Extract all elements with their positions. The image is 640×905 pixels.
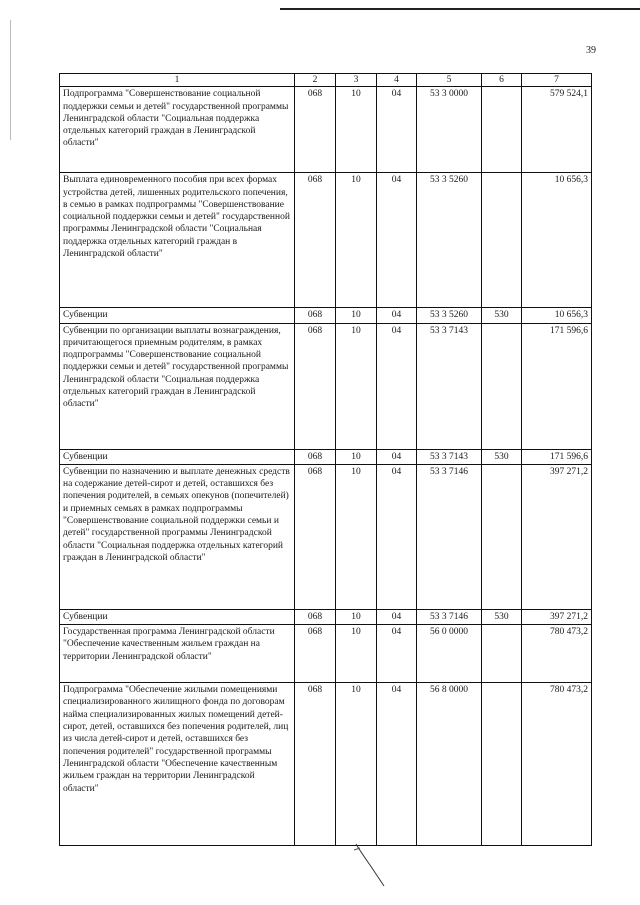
row-name: Подпрограмма "Совершенствование социальной поддержки семьи и детей" государственной программы Ленинградской области "Социальная поддержка отдельных категорий граждан в Ленинградской области" (60, 87, 295, 173)
header-row (60, 74, 592, 87)
row-amount: 397 271,2 (522, 609, 592, 624)
header-col-4: 4 (377, 74, 417, 87)
table-row (60, 173, 592, 308)
row-target-article: 56 0 0000 (417, 625, 482, 683)
row-amount: 780 473,2 (522, 625, 592, 683)
row-section-code: 10 (336, 625, 377, 683)
row-ministry-code: 068 (295, 87, 336, 173)
row-amount: 780 473,2 (522, 683, 592, 846)
row-subsection-code: 04 (377, 308, 417, 323)
table-row (60, 323, 592, 449)
row-name: Подпрограмма "Обеспечение жилыми помещениями специализированного жилищного фонда по договорам найма специализированных жилых помещений детей-сирот, детей, оставшихся без попечения родителей, лиц из числа детей-сирот и детей, оставшихся без попечения родителей" государственной программы Ленинградской области "Обеспечение качественным жильем граждан на территории Ленинградской области" (60, 683, 295, 846)
header-col-7: 7 (522, 74, 592, 87)
row-target-article: 53 3 7143 (417, 449, 482, 464)
row-expense-type: 530 (482, 449, 522, 464)
row-ministry-code: 068 (295, 683, 336, 846)
row-expense-type (482, 464, 522, 609)
row-subsection-code: 04 (377, 683, 417, 846)
row-target-article: 53 3 5260 (417, 173, 482, 308)
row-expense-type: 530 (482, 609, 522, 624)
row-amount: 171 596,6 (522, 449, 592, 464)
row-subsection-code: 04 (377, 464, 417, 609)
row-subsection-code: 04 (377, 173, 417, 308)
row-section-code: 10 (336, 609, 377, 624)
row-ministry-code: 068 (295, 173, 336, 308)
row-name: Субвенции (60, 449, 295, 464)
header-col-2: 2 (295, 74, 336, 87)
scan-artifact-line (280, 8, 640, 10)
row-subsection-code: 04 (377, 87, 417, 173)
row-expense-type (482, 87, 522, 173)
row-subsection-code: 04 (377, 449, 417, 464)
row-ministry-code: 068 (295, 449, 336, 464)
page-number: 39 (586, 45, 596, 56)
row-target-article: 56 8 0000 (417, 683, 482, 846)
row-section-code: 10 (336, 683, 377, 846)
row-amount: 171 596,6 (522, 323, 592, 449)
table-row (60, 87, 592, 173)
scan-artifact-edge (10, 20, 11, 140)
header-col-3: 3 (336, 74, 377, 87)
row-name: Субвенции по назначению и выплате денежных средств на содержание детей-сирот и детей, оставшихся без попечения родителей, в семьях опекунов (попечителей) и приемных семьях в рамках подпрограммы "Совершенствование социальной поддержки семьи и детей" государственной программы Ленинградской области "Социальная поддержка отдельных категорий граждан в Ленинградской области" (60, 464, 295, 609)
row-section-code: 10 (336, 464, 377, 609)
row-section-code: 10 (336, 173, 377, 308)
row-target-article: 53 3 7146 (417, 464, 482, 609)
header-col-5: 5 (417, 74, 482, 87)
row-section-code: 10 (336, 87, 377, 173)
row-expense-type (482, 323, 522, 449)
row-subsection-code: 04 (377, 625, 417, 683)
row-ministry-code: 068 (295, 308, 336, 323)
header-col-1: 1 (60, 74, 295, 87)
row-ministry-code: 068 (295, 464, 336, 609)
row-section-code: 10 (336, 308, 377, 323)
row-amount: 10 656,3 (522, 173, 592, 308)
row-target-article: 53 3 7143 (417, 323, 482, 449)
budget-table (59, 73, 592, 846)
row-ministry-code: 068 (295, 609, 336, 624)
row-subsection-code: 04 (377, 609, 417, 624)
table-row (60, 464, 592, 609)
pen-mark (352, 840, 392, 890)
row-amount: 10 656,3 (522, 308, 592, 323)
row-section-code: 10 (336, 323, 377, 449)
row-amount: 397 271,2 (522, 464, 592, 609)
row-target-article: 53 3 5260 (417, 308, 482, 323)
row-name: Государственная программа Ленинградской области "Обеспечение качественным жильем граждан на территории Ленинградской области" (60, 625, 295, 683)
table-row (60, 609, 592, 624)
row-subsection-code: 04 (377, 323, 417, 449)
row-ministry-code: 068 (295, 625, 336, 683)
row-target-article: 53 3 0000 (417, 87, 482, 173)
row-name: Субвенции (60, 609, 295, 624)
row-name: Субвенции (60, 308, 295, 323)
table-row (60, 449, 592, 464)
row-name: Выплата единовременного пособия при всех формах устройства детей, лишенных родительского попечения, в семью в рамках подпрограммы "Совершенствование социальной поддержки семьи и детей" государственной программы Ленинградской области "Социальная поддержка отдельных категорий граждан в Ленинградской области" (60, 173, 295, 308)
row-expense-type (482, 173, 522, 308)
row-expense-type: 530 (482, 308, 522, 323)
table-row (60, 683, 592, 846)
row-expense-type (482, 683, 522, 846)
row-expense-type (482, 625, 522, 683)
row-target-article: 53 3 7146 (417, 609, 482, 624)
table-row (60, 625, 592, 683)
header-col-6: 6 (482, 74, 522, 87)
row-amount: 579 524,1 (522, 87, 592, 173)
row-section-code: 10 (336, 449, 377, 464)
row-ministry-code: 068 (295, 323, 336, 449)
table-row (60, 308, 592, 323)
row-name: Субвенции по организации выплаты вознаграждения, причитающегося приемным родителям, в рамках подпрограммы "Совершенствование социальной поддержки семьи и детей" государственной программы Ленинградской области "Социальная поддержка отдельных категорий граждан в Ленинградской области" (60, 323, 295, 449)
